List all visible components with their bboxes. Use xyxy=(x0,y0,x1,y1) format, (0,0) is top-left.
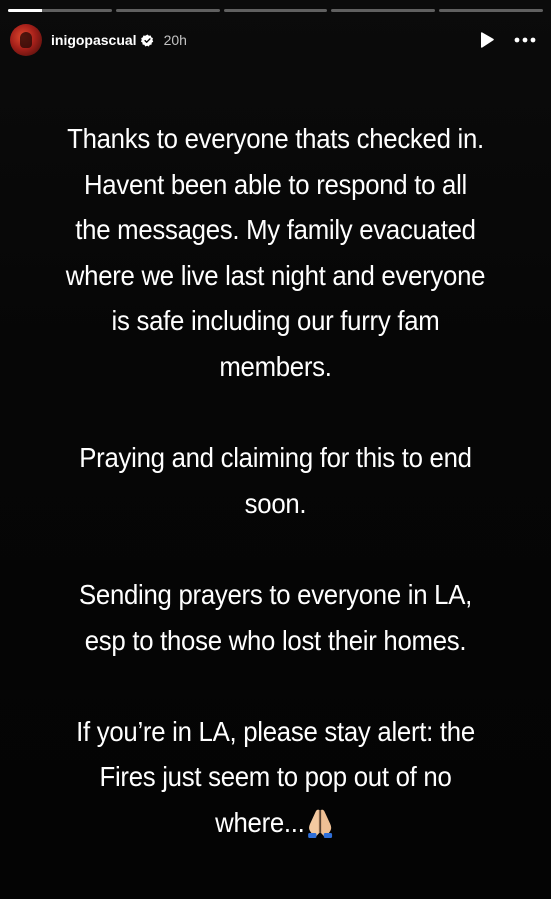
avatar[interactable] xyxy=(10,24,42,56)
post-time: 20h xyxy=(163,32,187,48)
story-paragraph: Thanks to everyone thats checked in. Havent been able to respond to all the messages. My family evacuated where we live last night and everyone is safe including our furry fam members. xyxy=(65,123,486,382)
play-button[interactable] xyxy=(475,28,499,52)
verified-badge-icon xyxy=(141,34,154,47)
play-icon xyxy=(479,31,495,49)
progress-segment xyxy=(116,9,220,12)
more-horizontal-icon xyxy=(514,37,536,43)
story-paragraph: Praying and claiming for this to end soon. xyxy=(79,442,472,519)
username[interactable]: inigopascual xyxy=(51,32,137,48)
progress-segment xyxy=(8,9,112,12)
story-paragraph: Sending prayers to everyone in LA, esp to those who lost their homes. xyxy=(78,578,473,656)
folded-hands-emoji xyxy=(305,806,336,838)
story-header xyxy=(10,24,537,56)
more-options-button[interactable] xyxy=(513,28,537,52)
progress-segment xyxy=(224,9,328,12)
story-paragraph-last xyxy=(40,709,510,846)
story-paragraph-text: If you’re in LA, please stay alert: the Fires just seem to pop out of no where... xyxy=(76,715,475,838)
story-text xyxy=(40,116,510,846)
progress-segment xyxy=(439,9,543,12)
story-progress-bar xyxy=(8,9,543,12)
progress-segment xyxy=(331,9,435,12)
